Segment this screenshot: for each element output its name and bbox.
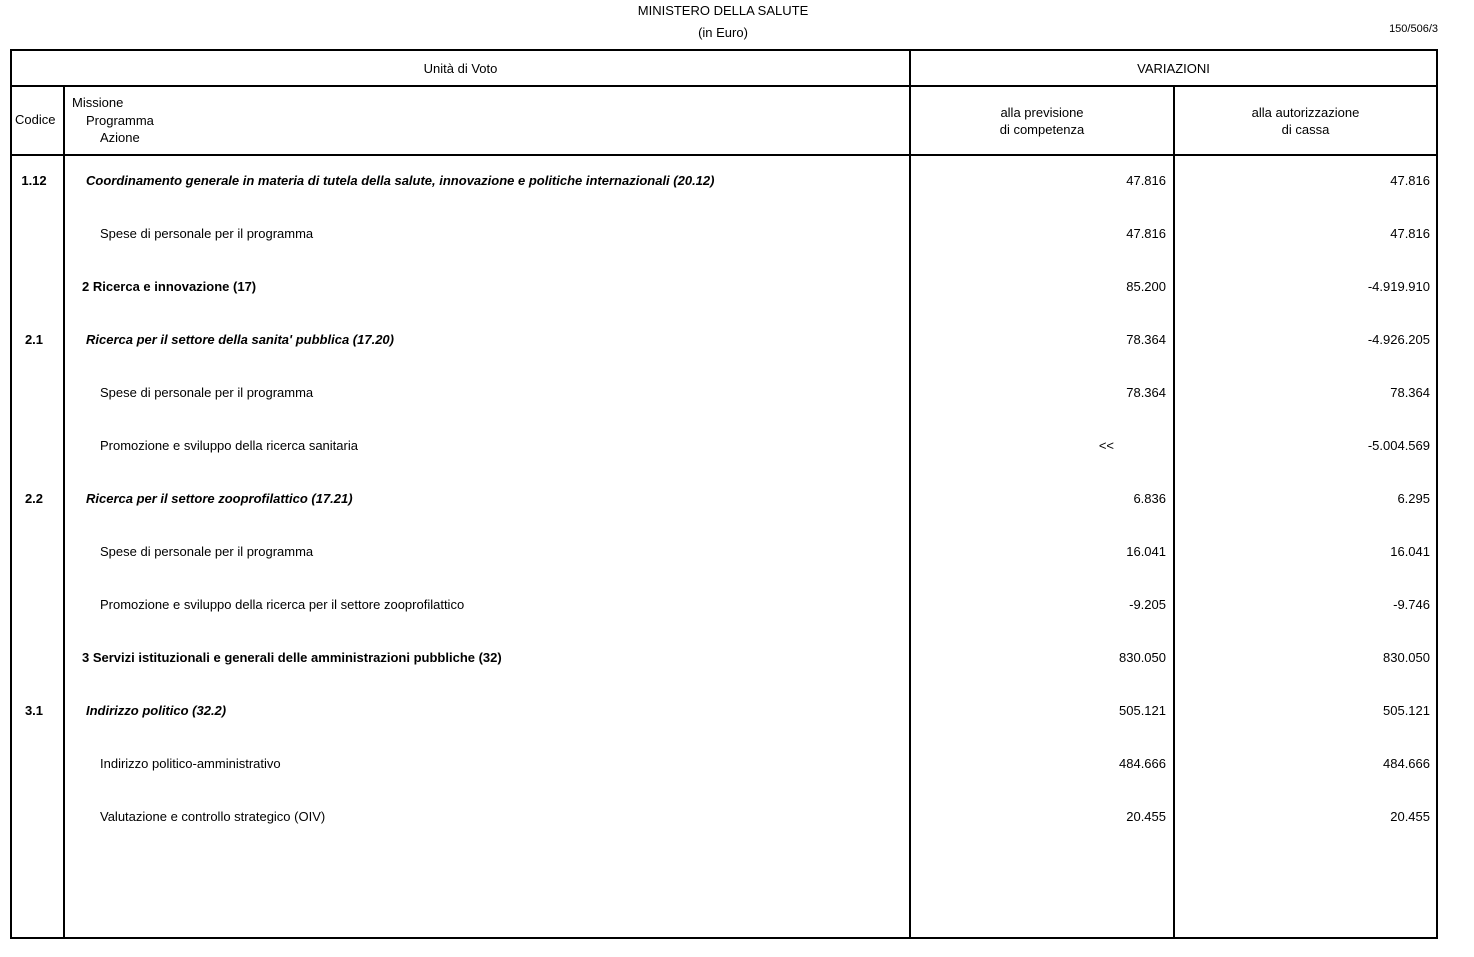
previsione-competenza-header [911,104,1173,138]
row-autorizzazione-cassa: 505.121 [1383,703,1430,718]
table-row [12,754,1436,774]
row-description: 2 Ricerca e innovazione (17) [82,279,257,294]
table-row [12,330,1436,350]
table-row [12,489,1436,509]
row-description: Spese di personale per il programma [100,544,314,559]
row-previsione-competenza: 47.816 [1126,173,1166,188]
row-autorizzazione-cassa: 47.816 [1390,226,1430,241]
row-previsione-competenza: 505.121 [1119,703,1166,718]
row-code: 2.1 [24,332,44,347]
row-description: Valutazione e controllo strategico (OIV) [100,809,326,824]
table-row [12,171,1436,191]
row-previsione-competenza: 830.050 [1119,650,1166,665]
row-description: Indirizzo politico (32.2) [86,703,227,718]
table-row [12,436,1436,456]
row-autorizzazione-cassa: 78.364 [1390,385,1430,400]
table-row [12,542,1436,562]
row-autorizzazione-cassa: 484.666 [1383,756,1430,771]
previsione-line-1: alla previsione [1000,105,1084,120]
row-previsione-competenza: 6.836 [1133,491,1166,506]
row-description: Spese di personale per il programma [100,226,314,241]
missione-programma-azione-header [72,94,154,147]
cassa-line-1: alla autorizzazione [1251,105,1360,120]
table-row [12,648,1436,668]
table-row [12,595,1436,615]
row-autorizzazione-cassa: -9.746 [1393,597,1430,612]
row-description: Ricerca per il settore della sanita' pubblica (17.20) [86,332,394,347]
row-description: Indirizzo politico-amministrativo [100,756,281,771]
unita-di-voto-header: Unità di Voto [423,61,498,76]
cassa-line-2: di cassa [1281,122,1330,137]
row-description: Promozione e sviluppo della ricerca sanitaria [100,438,358,453]
codice-header: Codice [15,112,56,127]
row-code: 2.2 [24,491,44,506]
autorizzazione-cassa-header [1175,104,1436,138]
azione-label: Azione [100,130,140,145]
row-previsione-competenza: 78.364 [1126,332,1166,347]
table-row [12,701,1436,721]
row-autorizzazione-cassa: -5.004.569 [1367,438,1430,453]
row-description: Spese di personale per il programma [100,385,314,400]
row-description: Promozione e sviluppo della ricerca per il settore zooprofilattico [100,597,465,612]
row-autorizzazione-cassa: 6.295 [1397,491,1430,506]
row-previsione-competenza: 20.455 [1126,809,1166,824]
row-description: 3 Servizi istituzionali e generali delle amministrazioni pubbliche (32) [82,650,502,665]
row-previsione-competenza: 484.666 [1119,756,1166,771]
row-description: Ricerca per il settore zooprofilattico (17.21) [86,491,353,506]
ministry-title: MINISTERO DELLA SALUTE [637,3,809,18]
header-divider-top [10,85,1438,87]
row-previsione-competenza: 85.200 [1126,279,1166,294]
row-autorizzazione-cassa: 47.816 [1390,173,1430,188]
row-autorizzazione-cassa: 16.041 [1390,544,1430,559]
row-previsione-competenza: 78.364 [1126,385,1166,400]
missione-label: Missione [72,95,124,110]
header-divider-bottom [10,154,1438,156]
row-autorizzazione-cassa: 830.050 [1383,650,1430,665]
table-row [12,383,1436,403]
table-row [12,224,1436,244]
previsione-line-2: di competenza [999,122,1085,137]
table-row [12,277,1436,297]
page-reference: 150/506/3 [1389,23,1438,35]
row-autorizzazione-cassa: 20.455 [1390,809,1430,824]
row-previsione-competenza: 47.816 [1126,226,1166,241]
variazioni-header: VARIAZIONI [1137,61,1210,76]
row-description: Coordinamento generale in materia di tutela della salute, innovazione e politiche internazionali (20.12) [86,173,715,188]
row-previsione-competenza: 16.041 [1126,544,1166,559]
currency-unit: (in Euro) [698,25,748,40]
row-code: 3.1 [24,703,44,718]
row-autorizzazione-cassa: -4.926.205 [1367,332,1430,347]
programma-label: Programma [86,112,154,128]
row-code: 1.12 [21,173,47,188]
row-previsione-competenza: -9.205 [1129,597,1166,612]
row-previsione-competenza: << [1098,438,1114,453]
table-row [12,807,1436,827]
row-autorizzazione-cassa: -4.919.910 [1367,279,1430,294]
